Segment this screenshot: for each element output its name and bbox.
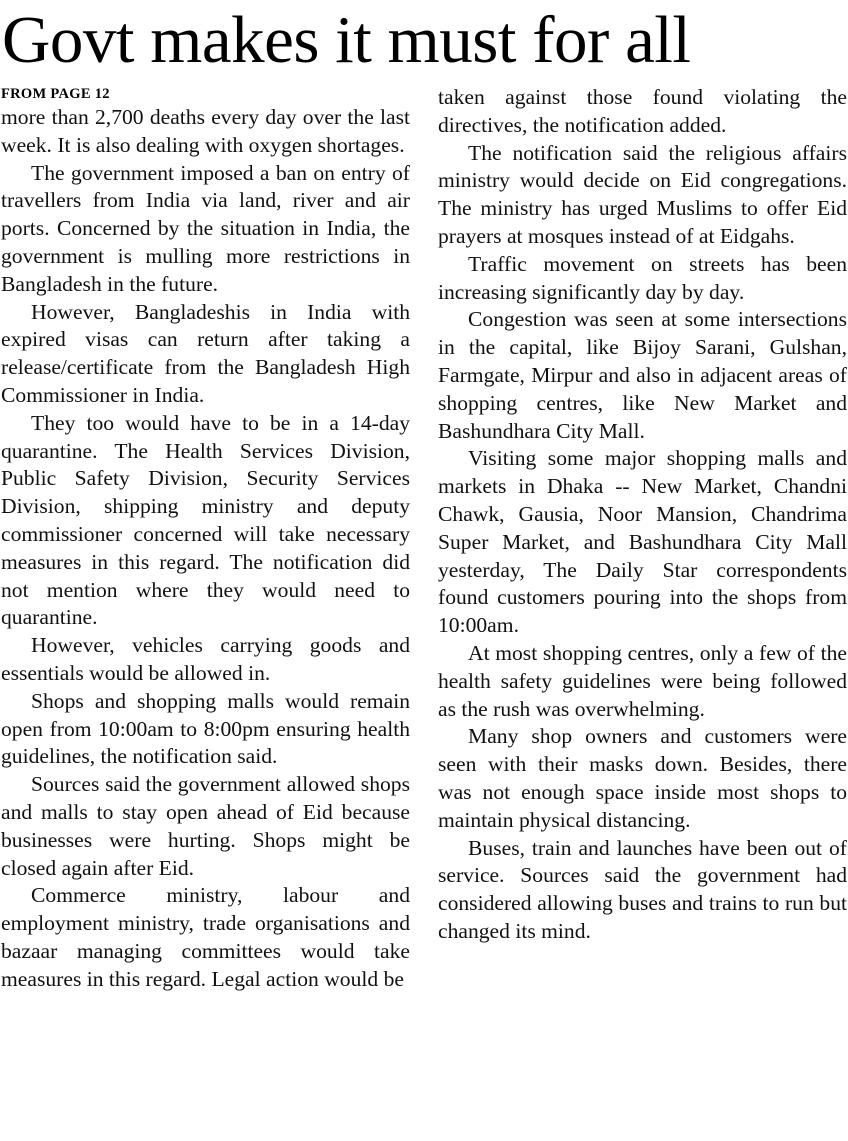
paragraph: Shops and shopping malls would remain open from 10:00am to 8:00pm ensuring health guidelines, the notification said.	[1, 688, 410, 769]
paragraph: They too would have to be in a 14-day quarantine. The Health Services Division, Public Safety Division, Security Services Division, shipping ministry and deputy commissioner concerned will take necessary measures in this regard. The notification did not mention where they would need to quarantine.	[1, 410, 410, 630]
paragraph: Congestion was seen at some intersections in the capital, like Bijoy Sarani, Gulshan, Farmgate, Mirpur and also in adjacent areas of shopping centres, like New Market and Bashundhara City Mall.	[438, 307, 847, 443]
article-column-right	[438, 84, 847, 946]
paragraph: Many shop owners and customers were seen with their masks down. Besides, there was not enough space inside most shops to maintain physical distancing.	[438, 724, 847, 832]
paragraph: The notification said the religious affairs ministry would decide on Eid congregations. The ministry has urged Muslims to offer Eid prayers at mosques instead of at Eidgahs.	[438, 140, 847, 248]
jump-line: FROM PAGE 12	[1, 86, 110, 102]
paragraph: more than 2,700 deaths every day over the last week. It is also dealing with oxygen shortages.	[1, 105, 410, 157]
paragraph: However, vehicles carrying goods and essentials would be allowed in.	[1, 633, 410, 685]
paragraph: At most shopping centres, only a few of the health safety guidelines were being followed as the rush was overwhelming.	[438, 640, 847, 721]
paragraph: Buses, train and launches have been out of service. Sources said the government had considered allowing buses and trains to run but changed its mind.	[438, 835, 847, 943]
paragraph: Traffic movement on streets has been increasing significantly day by day.	[438, 251, 847, 304]
headline: Govt makes it must for all	[2, 3, 691, 77]
paragraph: However, Bangladeshis in India with expired visas can return after taking a release/certificate from the Bangladesh High Commissioner in India.	[1, 299, 410, 407]
paragraph: Commerce ministry, labour and employment ministry, trade organisations and bazaar managing committees would take measures in this regard. Legal action would be	[1, 883, 410, 991]
paragraph: The government imposed a ban on entry of travellers from India via land, river and air ports. Concerned by the situation in India, the government is mulling more restrictions in Bangladesh in the future.	[1, 160, 410, 296]
paragraph: taken against those found violating the directives, the notification added.	[438, 85, 847, 137]
paragraph: Visiting some major shopping malls and markets in Dhaka -- New Market, Chandni Chawk, Gausia, Noor Mansion, Chandrima Super Market, and Bashundhara City Mall yesterday, The Daily Star correspondents found customers pouring into the shops from 10:00am.	[438, 446, 847, 638]
paragraph: Sources said the government allowed shops and malls to stay open ahead of Eid because businesses were hurting. Shops might be closed again after Eid.	[1, 772, 410, 880]
article-column-left	[1, 84, 410, 994]
